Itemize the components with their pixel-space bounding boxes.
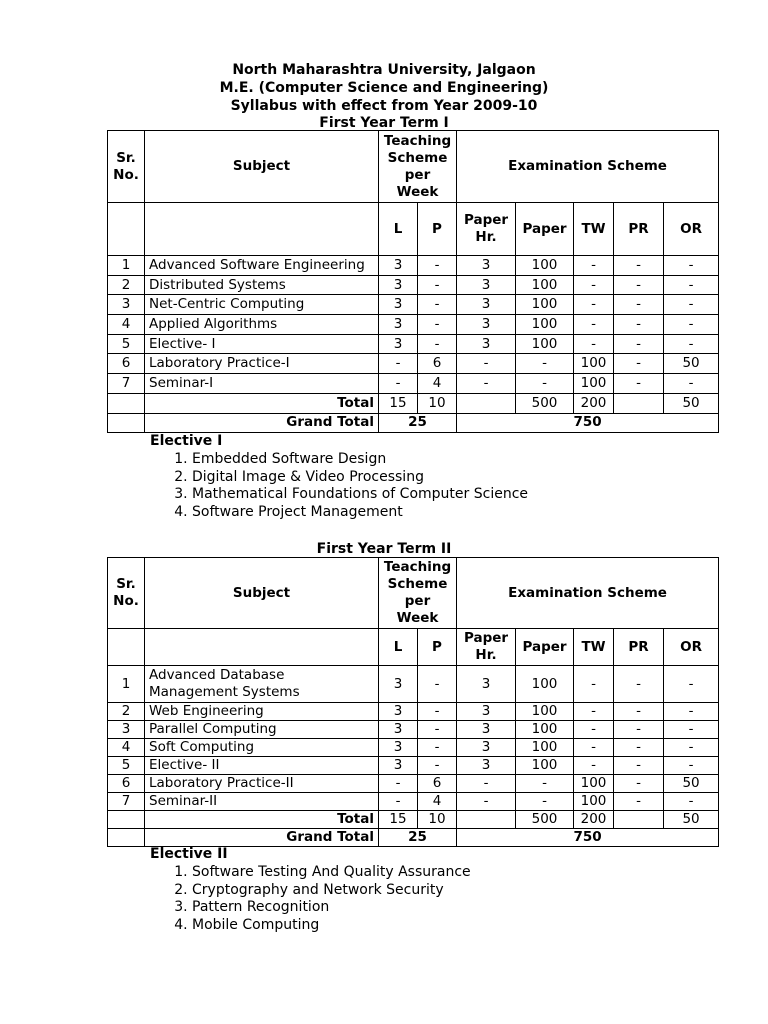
total-hr [457, 393, 516, 413]
elective-1-title: Elective I [150, 433, 223, 449]
pr-cell: - [614, 275, 664, 295]
elective-item: 3. Mathematical Foundations of Computer Science [192, 486, 528, 504]
table-row [108, 295, 719, 315]
tw-cell: 100 [574, 354, 614, 374]
total-pr [614, 811, 664, 829]
tw-cell: - [574, 315, 614, 335]
l-cell: 3 [379, 295, 418, 315]
elective-item: 4. Software Project Management [192, 504, 528, 522]
total-l: 15 [379, 811, 418, 829]
tw-cell: 100 [574, 775, 614, 793]
tw-cell: - [574, 721, 614, 739]
elective-1-list [150, 451, 528, 522]
p-cell: - [418, 703, 457, 721]
total-paper: 500 [516, 393, 574, 413]
subject-cell: Net-Centric Computing [145, 295, 379, 315]
total-row [108, 393, 719, 413]
paper-header: Paper [516, 203, 574, 256]
table-header-row [108, 558, 719, 629]
pr-cell: - [614, 334, 664, 354]
elective-item: 3. Pattern Recognition [192, 899, 471, 917]
elective-2-list [150, 864, 471, 935]
or-cell: - [664, 703, 719, 721]
or-cell: - [664, 256, 719, 276]
sr-no-header: Sr. No. [108, 131, 145, 203]
paper-hr-cell: - [457, 374, 516, 394]
subject-cell: Advanced Database Management Systems [145, 666, 379, 703]
p-cell: - [418, 275, 457, 295]
p-cell: - [418, 315, 457, 335]
or-cell: - [664, 315, 719, 335]
or-cell: - [664, 721, 719, 739]
subject-cell: Parallel Computing [145, 721, 379, 739]
table-row [108, 354, 719, 374]
paper-cell: 100 [516, 256, 574, 276]
pr-cell: - [614, 739, 664, 757]
total-hr [457, 811, 516, 829]
total-paper: 500 [516, 811, 574, 829]
sr-no-cell: 4 [108, 315, 145, 335]
exam-scheme-header: Examination Scheme [457, 131, 719, 203]
paper-cell: 100 [516, 295, 574, 315]
p-cell: 4 [418, 374, 457, 394]
or-cell: - [664, 739, 719, 757]
subject-cell: Laboratory Practice-I [145, 354, 379, 374]
paper-cell: 100 [516, 315, 574, 335]
l-header: L [379, 629, 418, 666]
paper-hr-cell: - [457, 793, 516, 811]
term2-table [107, 557, 719, 847]
table-row [108, 703, 719, 721]
teaching-scheme-header: Teaching Scheme per Week [379, 558, 457, 629]
pr-cell: - [614, 757, 664, 775]
l-cell: 3 [379, 666, 418, 703]
l-cell: 3 [379, 334, 418, 354]
sr-no-cell: 1 [108, 666, 145, 703]
sr-no-cell: 6 [108, 354, 145, 374]
sr-no-cell: 3 [108, 721, 145, 739]
total-tw: 200 [574, 393, 614, 413]
tw-cell: - [574, 757, 614, 775]
paper-cell: 100 [516, 721, 574, 739]
sr-no-cell: 4 [108, 739, 145, 757]
pr-cell: - [614, 315, 664, 335]
paper-cell: 100 [516, 703, 574, 721]
paper-hr-header: Paper Hr. [457, 629, 516, 666]
subject-cell: Laboratory Practice-II [145, 775, 379, 793]
paper-hr-cell: 3 [457, 275, 516, 295]
elective-item: 1. Software Testing And Quality Assurance [192, 864, 471, 882]
or-header: OR [664, 629, 719, 666]
teaching-scheme-header: Teaching Scheme per Week [379, 131, 457, 203]
total-p: 10 [418, 393, 457, 413]
p-cell: - [418, 666, 457, 703]
elective-item: 4. Mobile Computing [192, 917, 471, 935]
subject-header: Subject [145, 131, 379, 203]
p-cell: 6 [418, 354, 457, 374]
elective-item: 2. Cryptography and Network Security [192, 882, 471, 900]
l-cell: 3 [379, 739, 418, 757]
subject-cell: Soft Computing [145, 739, 379, 757]
subject-cell: Applied Algorithms [145, 315, 379, 335]
course-name: M.E. (Computer Science and Engineering) [219, 80, 549, 96]
total-p: 10 [418, 811, 457, 829]
l-cell: 3 [379, 256, 418, 276]
pr-cell: - [614, 793, 664, 811]
grand-total-exam: 750 [457, 413, 719, 432]
l-cell: 3 [379, 275, 418, 295]
term1-body [108, 256, 719, 394]
p-cell: 6 [418, 775, 457, 793]
sr-no-cell: 1 [108, 256, 145, 276]
paper-hr-cell: - [457, 354, 516, 374]
table-subheader-row [108, 629, 719, 666]
paper-cell: - [516, 374, 574, 394]
paper-hr-cell: 3 [457, 315, 516, 335]
subject-cell: Elective- II [145, 757, 379, 775]
pr-cell: - [614, 354, 664, 374]
tw-cell: 100 [574, 793, 614, 811]
grand-total-label: Grand Total [145, 829, 379, 847]
grand-total-row [108, 829, 719, 847]
paper-header: Paper [516, 629, 574, 666]
subject-cell: Seminar-II [145, 793, 379, 811]
paper-hr-cell: 3 [457, 666, 516, 703]
elective-1-section [150, 433, 528, 522]
pr-cell: - [614, 703, 664, 721]
subject-cell: Seminar-I [145, 374, 379, 394]
table-subheader-row [108, 203, 719, 256]
p-cell: - [418, 295, 457, 315]
tw-cell: - [574, 256, 614, 276]
or-header: OR [664, 203, 719, 256]
paper-cell: 100 [516, 275, 574, 295]
table-row [108, 739, 719, 757]
or-cell: - [664, 334, 719, 354]
or-cell: - [664, 757, 719, 775]
subject-cell: Web Engineering [145, 703, 379, 721]
sr-no-header: Sr. No. [108, 558, 145, 629]
sr-no-cell: 6 [108, 775, 145, 793]
table-row [108, 275, 719, 295]
pr-header: PR [614, 629, 664, 666]
subject-cell: Advanced Software Engineering [145, 256, 379, 276]
or-cell: - [664, 374, 719, 394]
l-cell: 3 [379, 315, 418, 335]
grand-total-label: Grand Total [145, 413, 379, 432]
l-cell: 3 [379, 757, 418, 775]
grand-total-exam: 750 [457, 829, 719, 847]
tw-cell: - [574, 295, 614, 315]
l-cell: - [379, 354, 418, 374]
paper-hr-cell: 3 [457, 295, 516, 315]
elective-item: 1. Embedded Software Design [192, 451, 528, 469]
table-row [108, 374, 719, 394]
l-cell: 3 [379, 721, 418, 739]
paper-hr-header: Paper Hr. [457, 203, 516, 256]
total-pr [614, 393, 664, 413]
or-cell: 50 [664, 775, 719, 793]
subject-cell: Distributed Systems [145, 275, 379, 295]
l-cell: - [379, 793, 418, 811]
or-cell: - [664, 666, 719, 703]
sr-no-cell: 5 [108, 334, 145, 354]
tw-header: TW [574, 203, 614, 256]
paper-cell: 100 [516, 666, 574, 703]
p-cell: - [418, 256, 457, 276]
or-cell: - [664, 295, 719, 315]
tw-cell: 100 [574, 374, 614, 394]
sr-no-cell: 3 [108, 295, 145, 315]
table-row [108, 757, 719, 775]
sr-no-cell: 2 [108, 275, 145, 295]
syllabus-year: Syllabus with effect from Year 2009-10 [230, 98, 538, 114]
or-cell: - [664, 275, 719, 295]
paper-cell: 100 [516, 739, 574, 757]
total-or: 50 [664, 811, 719, 829]
term2-title: First Year Term II [316, 541, 452, 557]
pr-cell: - [614, 721, 664, 739]
subject-header: Subject [145, 558, 379, 629]
total-tw: 200 [574, 811, 614, 829]
p-cell: - [418, 334, 457, 354]
p-header: P [418, 629, 457, 666]
p-cell: - [418, 721, 457, 739]
total-row [108, 811, 719, 829]
table-row [108, 775, 719, 793]
table-row [108, 334, 719, 354]
p-cell: - [418, 757, 457, 775]
paper-hr-cell: 3 [457, 739, 516, 757]
paper-hr-cell: 3 [457, 703, 516, 721]
pr-cell: - [614, 775, 664, 793]
paper-cell: - [516, 775, 574, 793]
grand-total-row [108, 413, 719, 432]
elective-2-title: Elective II [150, 846, 228, 862]
pr-cell: - [614, 295, 664, 315]
grand-total-teaching: 25 [379, 829, 457, 847]
sr-no-cell: 7 [108, 793, 145, 811]
tw-header: TW [574, 629, 614, 666]
pr-cell: - [614, 374, 664, 394]
sr-no-cell: 7 [108, 374, 145, 394]
paper-cell: 100 [516, 757, 574, 775]
paper-hr-cell: 3 [457, 334, 516, 354]
grand-total-teaching: 25 [379, 413, 457, 432]
pr-cell: - [614, 256, 664, 276]
p-cell: - [418, 739, 457, 757]
l-cell: 3 [379, 703, 418, 721]
exam-scheme-header: Examination Scheme [457, 558, 719, 629]
university-name: North Maharashtra University, Jalgaon [232, 62, 536, 78]
pr-cell: - [614, 666, 664, 703]
elective-item: 2. Digital Image & Video Processing [192, 469, 528, 487]
total-or: 50 [664, 393, 719, 413]
l-cell: - [379, 374, 418, 394]
table-row [108, 721, 719, 739]
paper-cell: 100 [516, 334, 574, 354]
pr-header: PR [614, 203, 664, 256]
table-row [108, 793, 719, 811]
paper-cell: - [516, 793, 574, 811]
table-row [108, 315, 719, 335]
paper-cell: - [516, 354, 574, 374]
total-l: 15 [379, 393, 418, 413]
total-label: Total [145, 811, 379, 829]
tw-cell: - [574, 666, 614, 703]
l-header: L [379, 203, 418, 256]
term1-table [107, 130, 719, 433]
or-cell: 50 [664, 354, 719, 374]
l-cell: - [379, 775, 418, 793]
p-header: P [418, 203, 457, 256]
p-cell: 4 [418, 793, 457, 811]
paper-hr-cell: 3 [457, 757, 516, 775]
paper-hr-cell: - [457, 775, 516, 793]
sr-no-cell: 2 [108, 703, 145, 721]
table-row [108, 666, 719, 703]
or-cell: - [664, 793, 719, 811]
table-header-row [108, 131, 719, 203]
tw-cell: - [574, 739, 614, 757]
term1-title: First Year Term I [319, 115, 449, 131]
tw-cell: - [574, 275, 614, 295]
tw-cell: - [574, 703, 614, 721]
tw-cell: - [574, 334, 614, 354]
table-row [108, 256, 719, 276]
total-label: Total [145, 393, 379, 413]
subject-cell: Elective- I [145, 334, 379, 354]
sr-no-cell: 5 [108, 757, 145, 775]
elective-2-section [150, 846, 471, 935]
term2-body [108, 666, 719, 811]
paper-hr-cell: 3 [457, 256, 516, 276]
paper-hr-cell: 3 [457, 721, 516, 739]
